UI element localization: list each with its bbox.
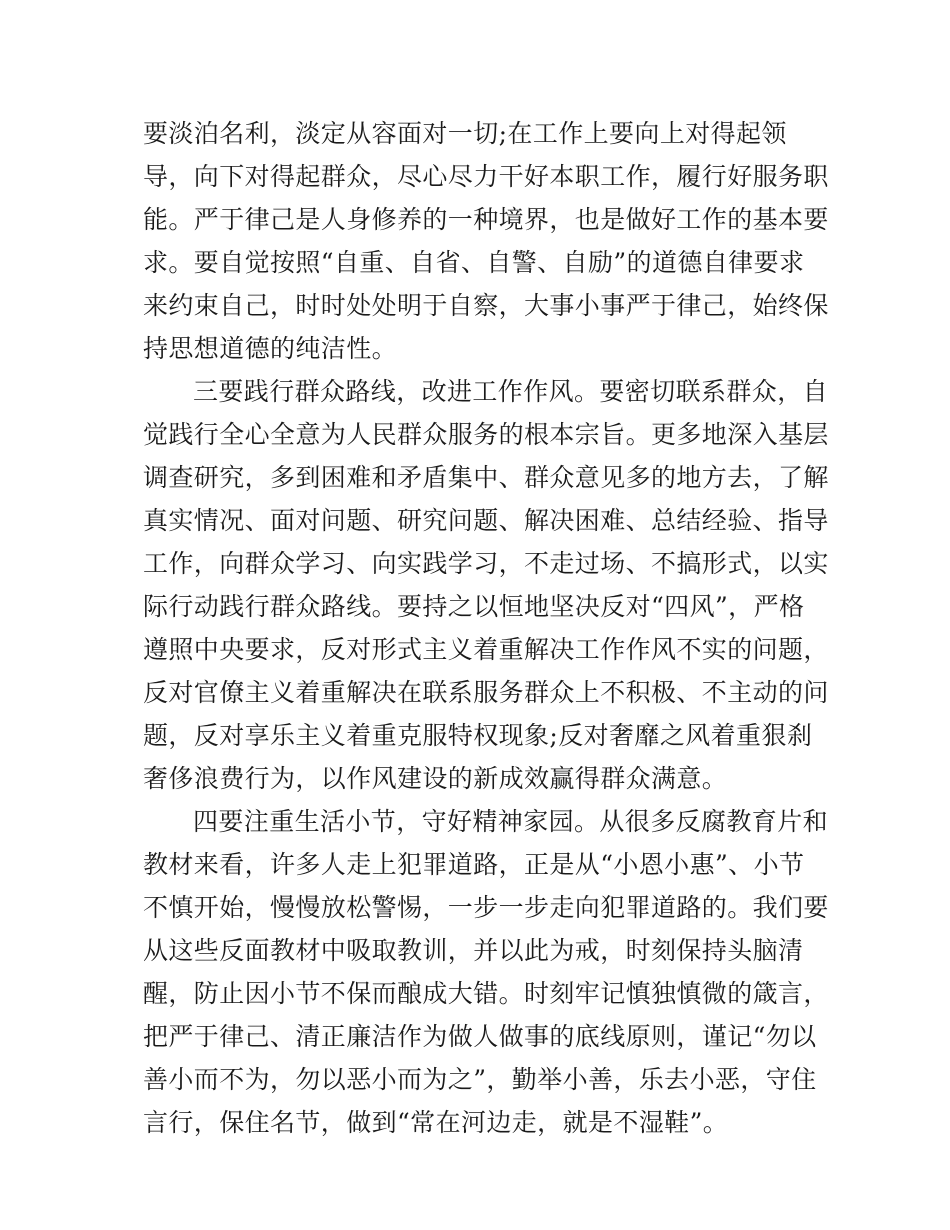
text-line: 反对官僚主义着重解决在联系服务群众上不积极、不主动的问 — [143, 678, 829, 707]
text-line: 工作，向群众学习、向实践学习，不走过场、不搞形式，以实 — [143, 549, 829, 578]
text-line: 求。要自觉按照“自重、自省、自警、自励”的道德自律要求 — [143, 248, 805, 277]
text-line: 教材来看，许多人走上犯罪道路，正是从“小恩小惠”、小节 — [143, 850, 805, 879]
text-line: 醒，防止因小节不保而酿成大错。时刻牢记慎独慎微的箴言， — [143, 979, 829, 1008]
paragraph-life-details — [143, 800, 829, 1144]
text-line: 不慎开始，慢慢放松警惕，一步一步走向犯罪道路的。我们要 — [143, 893, 829, 922]
text-line: 导，向下对得起群众，尽心尽力干好本职工作，履行好服务职 — [143, 162, 829, 191]
text-line: 遵照中央要求，反对形式主义着重解决工作作风不实的问题， — [143, 635, 829, 664]
text-line: 调查研究，多到困难和矛盾集中、群众意见多的地方去，了解 — [143, 463, 829, 492]
text-line: 四要注重生活小节，守好精神家园。从很多反腐教育片和 — [193, 807, 829, 836]
paragraph-mass-line — [143, 370, 829, 800]
paragraph-continuation — [143, 112, 829, 370]
document-body — [143, 112, 829, 1144]
text-line: 言行，保住名节，做到“常在河边走，就是不湿鞋”。 — [143, 1108, 729, 1137]
text-line: 来约束自己，时时处处明于自察，大事小事严于律己，始终保 — [143, 291, 829, 320]
text-line: 奢侈浪费行为，以作风建设的新成效赢得群众满意。 — [143, 764, 728, 793]
text-line: 把严于律己、清正廉洁作为做人做事的底线原则，谨记“勿以 — [143, 1022, 817, 1051]
text-line: 真实情况、面对问题、研究问题、解决困难、总结经验、指导 — [143, 506, 829, 535]
text-line: 觉践行全心全意为人民群众服务的根本宗旨。更多地深入基层 — [143, 420, 829, 449]
text-line: 持思想道德的纯洁性。 — [143, 334, 398, 363]
text-line: 善小而不为，勿以恶小而为之”，勤举小善，乐去小恶，守住 — [143, 1065, 817, 1094]
text-line: 三要践行群众路线，改进工作作风。要密切联系群众，自 — [193, 377, 829, 406]
text-line: 能。严于律己是人身修养的一种境界，也是做好工作的基本要 — [143, 205, 829, 234]
text-line: 题，反对享乐主义着重克服特权现象;反对奢靡之风着重狠刹 — [143, 721, 813, 750]
text-line: 际行动践行群众路线。要持之以恒地坚决反对“四风”，严格 — [143, 592, 805, 621]
text-line: 要淡泊名利，淡定从容面对一切;在工作上要向上对得起领 — [143, 119, 787, 148]
text-line: 从这些反面教材中吸取教训，并以此为戒，时刻保持头脑清 — [143, 936, 804, 965]
